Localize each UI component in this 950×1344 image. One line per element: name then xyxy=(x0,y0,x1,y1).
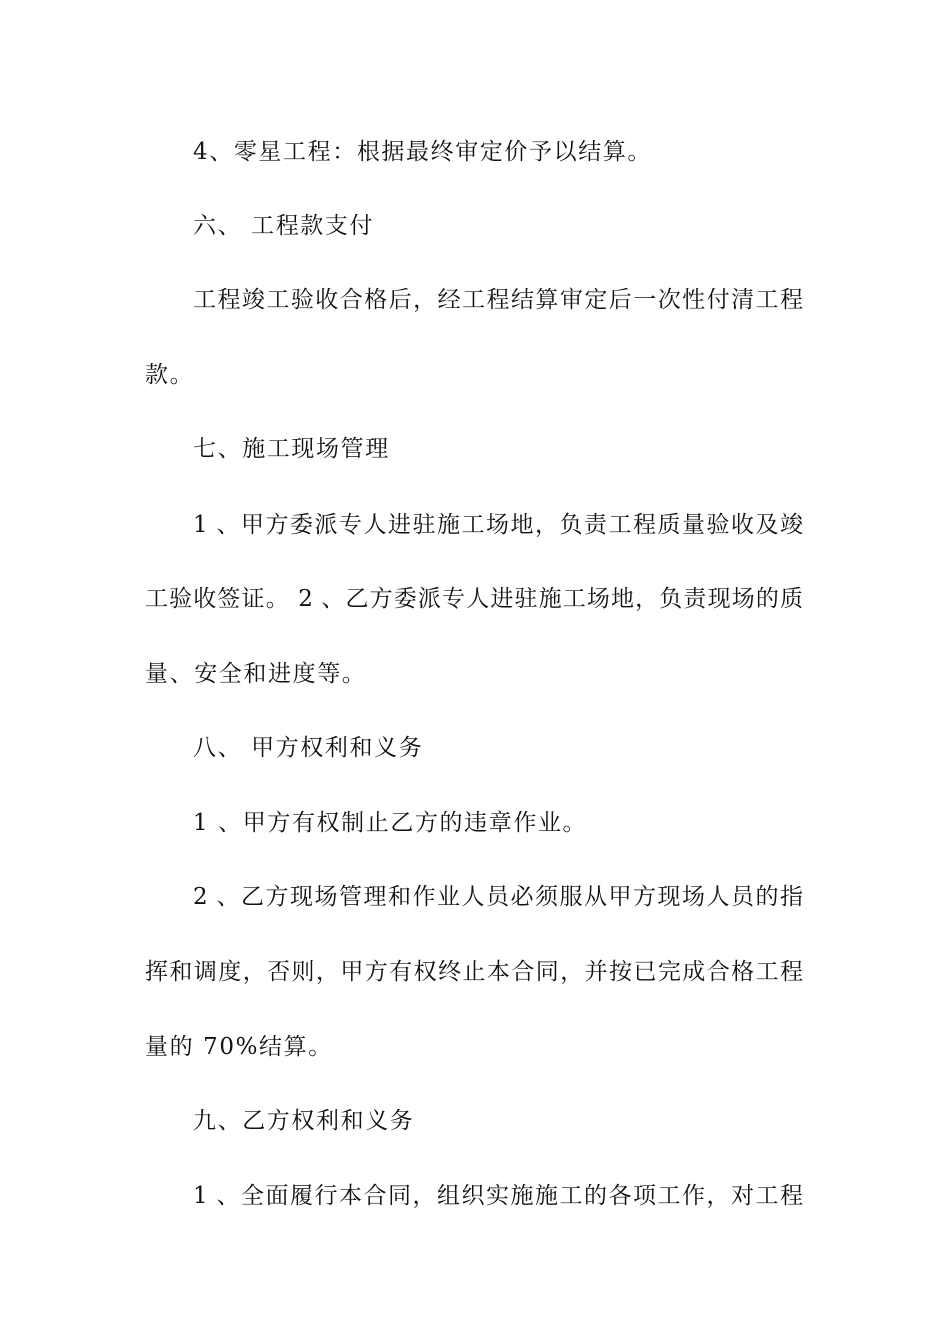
clause-line: 量、安全和进度等。 xyxy=(145,661,367,687)
clause-line: 1 、甲方有权制止乙方的违章作业。 xyxy=(193,810,588,836)
section-heading: 七、施工现场管理 xyxy=(193,436,390,462)
clause-line: 挥和调度，否则，甲方有权终止本合同，并按已完成合格工程 xyxy=(145,959,803,985)
clause-line: 4、零星工程：根据最终审定价予以结算。 xyxy=(193,139,653,165)
clause-line: 量的 70%结算。 xyxy=(145,1034,333,1060)
section-heading: 八、 甲方权利和义务 xyxy=(193,735,424,761)
section-heading: 六、 工程款支付 xyxy=(193,213,375,239)
paragraph-line: 款。 xyxy=(145,362,195,388)
clause-line: 1 、甲方委派专人进驻施工场地，负责工程质量验收及竣 xyxy=(193,512,803,538)
paragraph-line: 工程竣工验收合格后，经工程结算审定后一次性付清工程 xyxy=(193,287,803,313)
clause-line: 1 、全面履行本合同，组织实施施工的各项工作，对工程 xyxy=(193,1183,803,1209)
section-heading: 九、乙方权利和义务 xyxy=(193,1108,415,1134)
clause-line: 工验收签证。 2 、乙方委派专人进驻施工场地，负责现场的质 xyxy=(145,586,803,612)
clause-line: 2 、乙方现场管理和作业人员必须服从甲方现场人员的指 xyxy=(193,884,803,910)
